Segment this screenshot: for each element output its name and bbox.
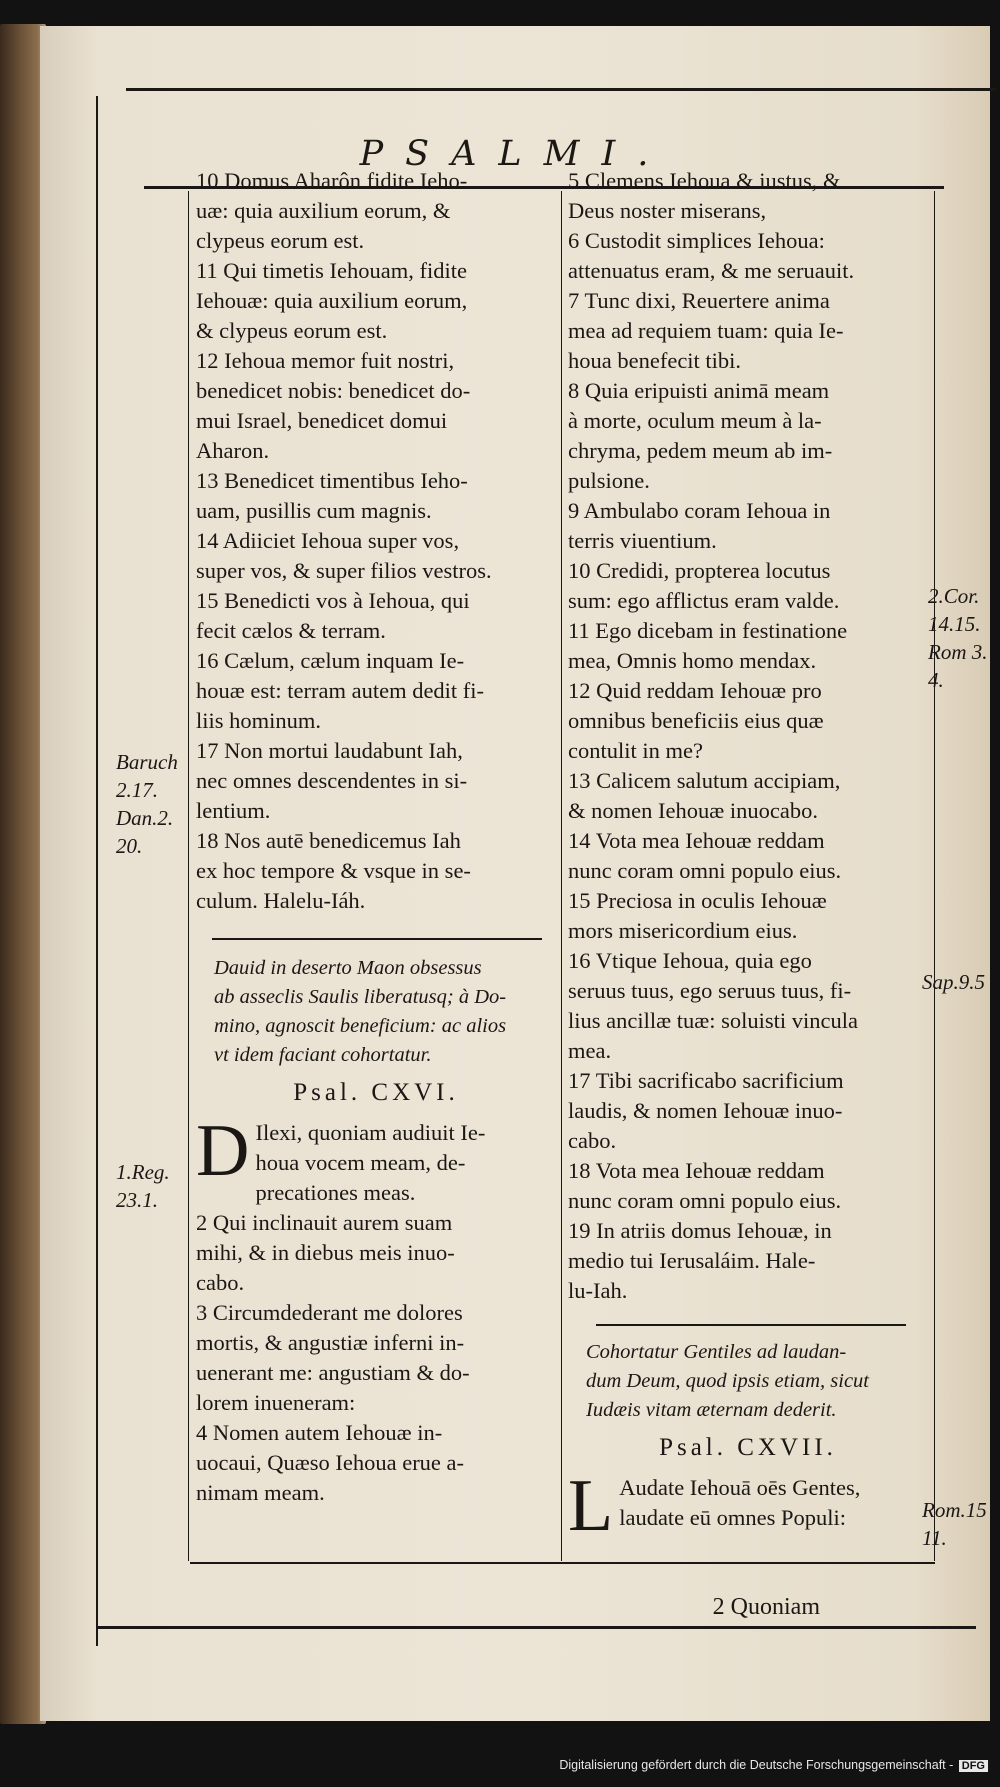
- verse: 18 Nos autē benedicemus Iah ex hoc tempore & vsque in se- culum. Halelu-Iáh.: [196, 828, 471, 913]
- verse: 2 Qui inclinauit aurem suam mihi, & in diebus meis inuo- cabo.: [196, 1210, 455, 1295]
- margin-note-reg: 1.Reg. 23.1.: [116, 1160, 170, 1212]
- margin-note-sap: Sap.9.5: [922, 970, 985, 994]
- psalm-title: Psal. CXVI.: [293, 1079, 459, 1106]
- verse: 10 Domus Aharôn fidite Ieho- uæ: quia auxilium eorum, & clypeus eorum est.: [196, 168, 468, 253]
- section-rule: [212, 938, 542, 940]
- psalm-summary: Cohortatur Gentiles ad laudan- dum Deum, quod ipsis etiam, sicut Iudæis vitam æternam dederit.: [586, 1341, 869, 1421]
- column-left-rule: [188, 191, 189, 1561]
- verse: 7 Tunc dixi, Reuertere anima mea ad requiem tuam: quia Ie- houa benefecit tibi.: [568, 288, 844, 373]
- catchword: 2 Quoniam: [712, 1594, 820, 1620]
- verse: 17 Non mortui laudabunt Iah, nec omnes descendentes in si- lentium.: [196, 738, 468, 823]
- left-column: [196, 166, 556, 1508]
- verse: 12 Quid reddam Iehouæ pro omnibus beneficiis eius quæ contulit in me?: [568, 678, 824, 763]
- psalm-title: Psal. CXVII.: [659, 1434, 837, 1461]
- column-divider: [561, 191, 562, 1561]
- verse: 11 Qui timetis Iehouam, fidite Iehouæ: quia auxilium eorum, & clypeus eorum est.: [196, 258, 468, 343]
- verse: 15 Benedicti vos à Iehoua, qui fecit cælos & terram.: [196, 588, 470, 643]
- verse: 16 Vtique Iehoua, quia ego seruus tuus, ego seruus tuus, fi- lius ancillæ tuæ: soluisti vincula mea.: [568, 948, 858, 1063]
- verse: 12 Iehoua memor fuit nostri, benedicet nobis: benedicet do- mui Israel, benedicet domui Aharon.: [196, 348, 471, 463]
- psalm-opening: [568, 1465, 928, 1547]
- drop-cap: D: [196, 1110, 250, 1192]
- book-page: [40, 26, 990, 1721]
- section-rule: [596, 1324, 906, 1326]
- digitization-notice: [559, 1758, 988, 1772]
- opening-text: Ilexi, quoniam audiuit Ie- houa vocem meam, de- precationes meas.: [255, 1120, 486, 1205]
- verse: 13 Benedicet timentibus Ieho- uam, pusillis cum magnis.: [196, 468, 468, 523]
- column-right-rule: [934, 191, 935, 1561]
- drop-cap: L: [568, 1465, 614, 1547]
- verse: 10 Credidi, propterea locutus sum: ego afflictus eram valde.: [568, 558, 840, 613]
- verse: 14 Adiiciet Iehoua super vos, super vos, & super filios vestros.: [196, 528, 492, 583]
- footer-rule: [96, 1626, 976, 1629]
- digitization-text: Digitalisierung gefördert durch die Deutsche Forschungsgemeinschaft -: [559, 1758, 954, 1772]
- psalm-opening: [196, 1110, 556, 1208]
- running-title: PSALMI.: [359, 134, 671, 174]
- verse: 18 Vota mea Iehouæ reddam nunc coram omni populo eius.: [568, 1158, 842, 1213]
- verse: 17 Tibi sacrificabo sacrificium laudis, & nomen Iehouæ inuo- cabo.: [568, 1068, 844, 1153]
- verse: 4 Nomen autem Iehouæ in- uocaui, Quæso Iehoua erue a- nimam meam.: [196, 1420, 465, 1505]
- verse: 5 Clemens Iehoua & iustus, & Deus noster miserans,: [568, 168, 841, 223]
- verse: 11 Ego dicebam in festinatione mea, Omnis homo mendax.: [568, 618, 848, 673]
- dfg-logo: DFG: [959, 1760, 988, 1772]
- margin-note-cor: 2.Cor. 14.15. Rom 3. 4.: [928, 584, 988, 692]
- opening-text: Audate Iehouā oēs Gentes, laudate eū omnes Populi:: [619, 1475, 861, 1530]
- verse: 14 Vota mea Iehouæ reddam nunc coram omni populo eius.: [568, 828, 842, 883]
- top-rule: [126, 88, 996, 91]
- bottom-rule: [190, 1562, 935, 1564]
- left-frame: [96, 96, 98, 1646]
- verse: 15 Preciosa in oculis Iehouæ mors misericordium eius.: [568, 888, 827, 943]
- margin-note-baruch: Baruch 2.17. Dan.2. 20.: [116, 750, 178, 858]
- margin-note-rom: Rom.15 11.: [922, 1498, 987, 1550]
- verse: 6 Custodit simplices Iehoua: attenuatus eram, & me seruauit.: [568, 228, 855, 283]
- verse: 3 Circumdederant me dolores mortis, & angustiæ inferni in- uenerant me: angustiam & do- lorem inueneram:: [196, 1300, 470, 1415]
- right-column: [568, 166, 928, 1547]
- verse: 9 Ambulabo coram Iehoua in terris viuentium.: [568, 498, 831, 553]
- verse: 16 Cælum, cælum inquam Ie- houæ est: terram autem dedit fi- liis hominum.: [196, 648, 485, 733]
- psalm-summary: Dauid in deserto Maon obsessus ab asseclis Saulis liberatusq; à Do- mino, agnoscit beneficium: ac alios vt idem faciant cohortatur.: [214, 957, 507, 1066]
- verse: 8 Quia eripuisti animā meam à morte, oculum meum à la- chryma, pedem meum ab im- pulsione.: [568, 378, 833, 493]
- verse: 13 Calicem salutum accipiam, & nomen Iehouæ inuocabo.: [568, 768, 841, 823]
- verse: 19 In atriis domus Iehouæ, in medio tui Ierusaláim. Hale- lu-Iah.: [568, 1218, 832, 1303]
